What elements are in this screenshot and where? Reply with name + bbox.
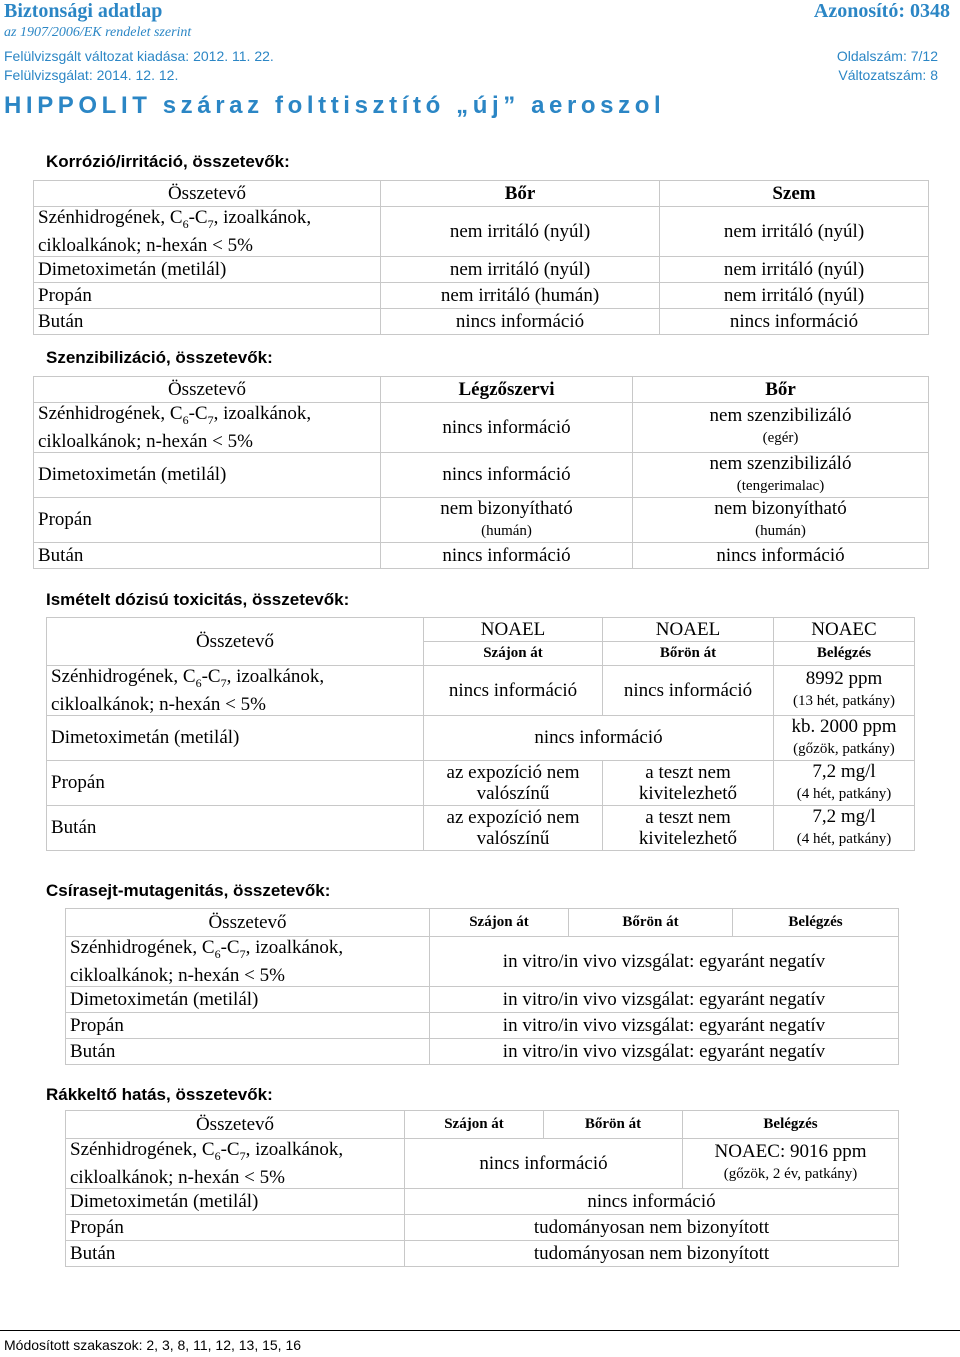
table-row: [47, 715, 915, 760]
table-cell: nincs információ: [381, 452, 633, 497]
component-name: Szénhidrogének, $C_6-C_7$, izoalkánok, cikloalkánok; n-hexán < 5%: [34, 207, 381, 257]
col-header-skin: Bőr: [381, 181, 660, 207]
col-header-noaec: NOAEC: [774, 618, 915, 642]
repeated-dose-table: [46, 617, 915, 851]
mutagenicity-table: [65, 908, 899, 1065]
table-cell: nem szenzibilizáló (tengerimalac): [633, 452, 929, 497]
table-cell: nem irritáló (nyúl): [660, 207, 929, 257]
table-row: [66, 1188, 899, 1214]
table-cell: 7,2 mg/l (4 hét, patkány): [774, 805, 915, 850]
table-cell: nem irritáló (nyúl): [660, 282, 929, 308]
table-row: [66, 1240, 899, 1266]
table-cell: nem bizonyítható (humán): [381, 497, 633, 542]
table-row: [66, 986, 899, 1012]
table-row: [47, 760, 915, 805]
mutagenicity-section-title: Csírasejt-mutagenitás, összetevők:: [46, 881, 331, 900]
table-cell: nincs információ: [381, 403, 633, 453]
subheader-dermal: Bőrön át: [603, 642, 774, 666]
table-cell: nem irritáló (nyúl): [381, 256, 660, 282]
table-row: [34, 256, 929, 282]
col-header-eye: Szem: [660, 181, 929, 207]
col-header-skin: Bőr: [633, 377, 929, 403]
table-cell: nincs információ: [603, 666, 774, 716]
table-row: [66, 1012, 899, 1038]
col-header-inhalation: Belégzés: [733, 909, 899, 937]
regulation-note: az 1907/2006/EK rendelet szerint: [4, 25, 192, 40]
component-name: Bután: [66, 1038, 430, 1064]
table-cell: in vitro/in vivo vizsgálat: egyaránt negatív: [430, 1038, 899, 1064]
component-name: Bután: [47, 805, 424, 850]
table-cell: az expozíció nem valószínű: [424, 805, 603, 850]
col-header-component: Összetevő: [34, 377, 381, 403]
table-row: [66, 1139, 899, 1189]
col-header-component: Összetevő: [66, 1111, 405, 1139]
table-cell: nem irritáló (humán): [381, 282, 660, 308]
table-cell: nincs információ: [424, 715, 774, 760]
col-header-oral: Szájon át: [405, 1111, 544, 1139]
component-name: Bután: [34, 542, 381, 568]
table-cell: 8992 ppm (13 hét, patkány): [774, 666, 915, 716]
table-row: [34, 542, 929, 568]
col-header-component: Összetevő: [47, 618, 424, 666]
component-name: Dimetoximetán (metilál): [34, 452, 381, 497]
carcinogenicity-table: [65, 1110, 899, 1267]
table-row: [66, 1214, 899, 1240]
carcinogenicity-section-title: Rákkeltő hatás, összetevők:: [46, 1085, 273, 1104]
corrosion-section-title: Korrózió/irritáció, összetevők:: [46, 152, 290, 171]
table-cell: 7,2 mg/l (4 hét, patkány): [774, 760, 915, 805]
component-name: Dimetoximetán (metilál): [47, 715, 424, 760]
col-header-noael-dermal: NOAEL: [603, 618, 774, 642]
table-row: [34, 452, 929, 497]
table-cell: in vitro/in vivo vizsgálat: egyaránt negatív: [430, 937, 899, 987]
revised-version: Felülvizsgált változat kiadása: 2012. 11. 22.: [4, 48, 274, 64]
table-cell: a teszt nem kivitelezhető: [603, 760, 774, 805]
table-cell: nincs információ: [405, 1139, 683, 1189]
col-header-component: Összetevő: [34, 181, 381, 207]
table-row: [34, 497, 929, 542]
product-name: HIPPOLIT száraz folttisztító „új” aeroszol: [4, 92, 666, 119]
col-header-dermal: Bőrön át: [544, 1111, 683, 1139]
component-name: Szénhidrogének, $C_6-C_7$, izoalkánok, cikloalkánok; n-hexán < 5%: [34, 403, 381, 453]
footer-divider: [0, 1330, 960, 1331]
component-name: Szénhidrogének, $C_6-C_7$, izoalkánok, cikloalkánok; n-hexán < 5%: [66, 937, 430, 987]
revision-date: Felülvizsgálat: 2014. 12. 12.: [4, 67, 179, 83]
table-cell: NOAEC: 9016 ppm (gőzök, 2 év, patkány): [683, 1139, 899, 1189]
col-header-oral: Szájon át: [430, 909, 569, 937]
version-number: Változatszám: 8: [838, 67, 938, 83]
component-name: Propán: [34, 497, 381, 542]
component-name: Bután: [34, 308, 381, 334]
sensitization-table: [33, 376, 929, 569]
component-name: Dimetoximetán (metilál): [34, 256, 381, 282]
subheader-inhalation: Belégzés: [774, 642, 915, 666]
table-cell: tudományosan nem bizonyított: [405, 1214, 899, 1240]
document-id: Azonosító: 0348: [813, 0, 950, 22]
document-title: Biztonsági adatlap: [4, 0, 163, 22]
table-row: [66, 1038, 899, 1064]
table-cell: nincs információ: [424, 666, 603, 716]
table-row: [47, 805, 915, 850]
table-row: [34, 207, 929, 257]
table-cell: a teszt nem kivitelezhető: [603, 805, 774, 850]
component-name: Dimetoximetán (metilál): [66, 1188, 405, 1214]
table-row: [34, 282, 929, 308]
table-cell: nem bizonyítható (humán): [633, 497, 929, 542]
table-cell: az expozíció nem valószínű: [424, 760, 603, 805]
modified-sections-note: Módosított szakaszok: 2, 3, 8, 11, 12, 13, 15, 16: [4, 1337, 302, 1353]
col-header-respiratory: Légzőszervi: [381, 377, 633, 403]
table-cell: nem irritáló (nyúl): [381, 207, 660, 257]
component-name: Bután: [66, 1240, 405, 1266]
sensitization-section-title: Szenzibilizáció, összetevők:: [46, 348, 273, 367]
col-header-inhalation: Belégzés: [683, 1111, 899, 1139]
col-header-noael-oral: NOAEL: [424, 618, 603, 642]
component-name: Propán: [47, 760, 424, 805]
repeated-dose-section-title: Ismételt dózisú toxicitás, összetevők:: [46, 590, 350, 609]
col-header-component: Összetevő: [66, 909, 430, 937]
component-name: Propán: [34, 282, 381, 308]
page-number: Oldalszám: 7/12: [836, 48, 938, 64]
table-cell: nem szenzibilizáló (egér): [633, 403, 929, 453]
subheader-oral: Szájon át: [424, 642, 603, 666]
table-cell: kb. 2000 ppm (gőzök, patkány): [774, 715, 915, 760]
component-name: Propán: [66, 1214, 405, 1240]
table-row: [47, 666, 915, 716]
table-cell: in vitro/in vivo vizsgálat: egyaránt negatív: [430, 1012, 899, 1038]
component-name: Dimetoximetán (metilál): [66, 986, 430, 1012]
component-name: Szénhidrogének, $C_6-C_7$, izoalkánok, cikloalkánok; n-hexán < 5%: [66, 1139, 405, 1189]
component-name: Szénhidrogének, $C_6-C_7$, izoalkánok, cikloalkánok; n-hexán < 5%: [47, 666, 424, 716]
table-row: [66, 937, 899, 987]
table-cell: nincs információ: [633, 542, 929, 568]
table-cell: in vitro/in vivo vizsgálat: egyaránt negatív: [430, 986, 899, 1012]
table-cell: nem irritáló (nyúl): [660, 256, 929, 282]
col-header-dermal: Bőrön át: [569, 909, 733, 937]
table-cell: nincs információ: [381, 308, 660, 334]
corrosion-table: [33, 180, 929, 335]
table-cell: nincs információ: [405, 1188, 899, 1214]
table-row: [34, 403, 929, 453]
table-cell: tudományosan nem bizonyított: [405, 1240, 899, 1266]
table-cell: nincs információ: [660, 308, 929, 334]
table-cell: nincs információ: [381, 542, 633, 568]
table-row: [34, 308, 929, 334]
component-name: Propán: [66, 1012, 430, 1038]
